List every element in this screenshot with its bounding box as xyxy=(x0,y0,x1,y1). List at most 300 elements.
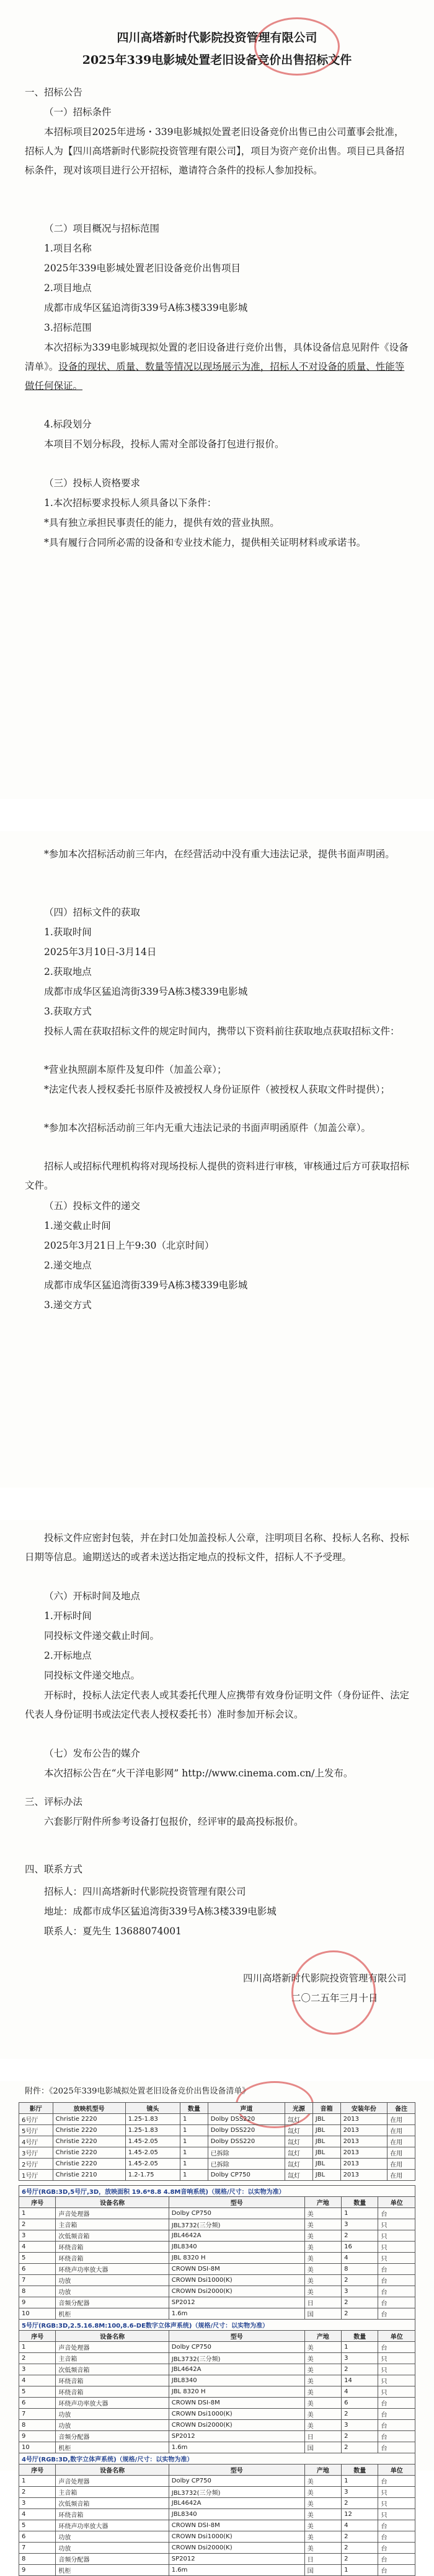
table-cell: 声音处理器 xyxy=(56,2476,169,2487)
table-cell: 美 xyxy=(304,2420,341,2431)
table-cell: 国 xyxy=(304,2442,341,2453)
table-cell: 2 xyxy=(19,2487,56,2498)
equipment-table xyxy=(19,2185,415,2576)
table-cell: 环绕音箱 xyxy=(56,2253,169,2264)
section-heading-cell: 4号厅(RGB:3D,数字立体声系统)（规格/尺寸：以实物为准） xyxy=(19,2453,415,2465)
paragraph: 投标人需在获取招标文件的规定时间内，携带以下资料前往获取地点获取招标文件： xyxy=(44,1026,400,1037)
table-cell: 1 xyxy=(342,2208,378,2219)
page-gap xyxy=(0,2059,434,2081)
table-header-cell: 光源 xyxy=(285,2103,313,2114)
table-cell: 美 xyxy=(304,2275,341,2286)
table-cell: 氙灯 xyxy=(285,2125,313,2136)
requirement-item: *具有履行合同所必需的设备和专业技术能力，提供相关证明材料或承诺书。 xyxy=(44,537,366,548)
table-cell: 台 xyxy=(378,2208,415,2219)
table-header-cell: 声道 xyxy=(208,2103,285,2114)
table-cell: 1.45-2.05 xyxy=(125,2136,180,2147)
table-row xyxy=(19,2554,415,2565)
table-cell: 主音箱 xyxy=(56,2219,169,2230)
table-cell: JBL xyxy=(312,2147,340,2159)
subsection-heading: （一）招标条件 xyxy=(44,107,112,118)
table-cell: 2 xyxy=(342,2275,378,2286)
table-cell: 9 xyxy=(19,2297,56,2308)
table-cell: 国 xyxy=(304,2565,341,2576)
projector-table xyxy=(19,2102,415,2181)
table-row xyxy=(19,2375,415,2386)
table-cell: 日 xyxy=(304,2554,341,2565)
table-cell: 在用 xyxy=(388,2114,415,2125)
document-item: *营业执照副本原件及复印件（加盖公章）； xyxy=(44,1064,227,1075)
table-cell: 只 xyxy=(378,2230,415,2242)
table-cell: 在用 xyxy=(388,2147,415,2159)
table-cell: 功放 xyxy=(56,2409,169,2420)
table-cell: Christie 2220 xyxy=(53,2159,125,2170)
document-page-2 xyxy=(0,831,434,1488)
table-cell: 环绕音箱 xyxy=(56,2386,169,2398)
document-item: *参加本次招标活动前三年内无重大违法记录的书面声明函原件（加盖公章）。 xyxy=(44,1122,371,1133)
table-cell: 10 xyxy=(19,2308,56,2320)
table-cell: 环绕音箱 xyxy=(56,2375,169,2386)
table-cell: 美 xyxy=(304,2342,341,2353)
table-cell: 1.6m xyxy=(169,2442,304,2453)
table-cell: CROWN DSI-8M xyxy=(169,2264,304,2275)
table-cell: 1 xyxy=(180,2125,208,2136)
table-cell: 7 xyxy=(19,2275,56,2286)
table-cell: 主音箱 xyxy=(56,2353,169,2364)
table-cell: 3 xyxy=(19,2498,56,2509)
table-cell: 1 xyxy=(180,2136,208,2147)
requirement-item: *具有独立承担民事责任的能力，提供有效的营业执照。 xyxy=(44,517,280,528)
table-cell: 5号厅 xyxy=(19,2125,53,2136)
table-cell: 氙灯 xyxy=(285,2170,313,2181)
table-cell: 4 xyxy=(19,2375,56,2386)
table-header-cell: 单位 xyxy=(378,2331,415,2342)
table-cell: 次低频音箱 xyxy=(56,2498,169,2509)
table-cell: JBL4642A xyxy=(169,2498,304,2509)
table-cell: 2013 xyxy=(340,2114,388,2125)
table-cell: 台 xyxy=(378,2286,415,2297)
table-cell: 台 xyxy=(378,2520,415,2531)
attachment-page xyxy=(0,2081,434,2575)
table-cell: 美 xyxy=(304,2543,341,2554)
table-cell: 环绕音箱 xyxy=(56,2242,169,2253)
paragraph: 招标人或招标代理机构将对现场投标人提供的资料进行审核，审核通过后方可获取招标文件。 xyxy=(25,1161,410,1191)
table-header-cell: 数量 xyxy=(342,2197,378,2208)
section-heading: 一、招标公告 xyxy=(25,87,83,98)
table-cell: 环绕音箱 xyxy=(56,2509,169,2520)
table-cell: 氙灯 xyxy=(285,2136,313,2147)
table-cell: 台 xyxy=(378,2476,415,2487)
section-heading-cell: 5号厅(RGB:3D,2.5.16.8M:100,8.6-DE数字立体声系统)（规格/尺寸：以实物为准） xyxy=(19,2320,415,2331)
table-cell: 1 xyxy=(19,2476,56,2487)
table-cell: 台 xyxy=(378,2342,415,2353)
field-label: 4.标段划分 xyxy=(44,419,92,430)
table-cell: 3 xyxy=(342,2487,378,2498)
paragraph: 本招标项目2025年进场・339电影城拟处置老旧设备竞价出售已由公司董事会批准，招标人为【四川高塔新时代影院投资管理有限公司】，项目为资产竞价出售。项目已具备招标条件，现对该项目进行公开招标，邀请符合条件的投标人参加投标。 xyxy=(25,126,405,176)
attachment-title: 附件：《2025年339电影城拟处置老旧设备竞价出售设备清单》 xyxy=(25,2087,250,2096)
table-row xyxy=(19,2230,415,2242)
table-row xyxy=(19,2431,415,2442)
table-header-cell: 序号 xyxy=(19,2331,56,2342)
table-cell: Christie 2220 xyxy=(53,2125,125,2136)
table-cell: 美 xyxy=(304,2264,341,2275)
table-cell: JBL xyxy=(312,2159,340,2170)
table-cell: Christie 2220 xyxy=(53,2114,125,2125)
table-header-row xyxy=(19,2465,415,2476)
table-cell: 10 xyxy=(19,2442,56,2453)
table-header-cell: 型号 xyxy=(169,2197,304,2208)
table-cell: CROWN Dsi2000(K) xyxy=(169,2543,304,2554)
table-row xyxy=(19,2398,415,2409)
field-value: 同投标文件递交截止时间。 xyxy=(44,1630,160,1641)
table-cell: 台 xyxy=(378,2409,415,2420)
table-cell: 2013 xyxy=(340,2136,388,2147)
table-row xyxy=(19,2286,415,2297)
table-cell: 功放 xyxy=(56,2543,169,2554)
subsection-heading: （二）项目概况与招标范围 xyxy=(44,223,160,234)
table-cell: 1.6m xyxy=(169,2308,304,2320)
document-title: 2025年339电影城处置老旧设备竞价出售招标文件 xyxy=(82,53,352,67)
table-cell: JBL4642A xyxy=(169,2230,304,2242)
table-cell: JBL4642A xyxy=(169,2364,304,2375)
table-cell: 7 xyxy=(19,2543,56,2554)
table-row xyxy=(19,2442,415,2453)
signature-date: 二〇二五年三月十日 xyxy=(291,1993,378,2004)
table-cell: 机柜 xyxy=(56,2442,169,2453)
field-label: 2.项目地点 xyxy=(44,282,92,294)
table-header-cell: 放映机型号 xyxy=(53,2103,125,2114)
table-cell: 1 xyxy=(342,2342,378,2353)
contact-value: 夏先生 13688074001 xyxy=(82,1926,182,1937)
table-header-cell: 单位 xyxy=(378,2465,415,2476)
table-cell: 2 xyxy=(342,2431,378,2442)
field-label: 3.招标范围 xyxy=(44,322,92,333)
table-cell: 日 xyxy=(304,2431,341,2442)
table-cell: 功放 xyxy=(56,2286,169,2297)
table-row xyxy=(19,2208,415,2219)
table-header-cell: 单位 xyxy=(378,2197,415,2208)
subsection-heading: （四）招标文件的获取 xyxy=(44,907,141,918)
field-value: 2025年339电影城处置老旧设备竞价出售项目 xyxy=(44,263,241,274)
table-cell: 8 xyxy=(342,2264,378,2275)
table-cell: 4 xyxy=(19,2242,56,2253)
table-cell: 美 xyxy=(304,2364,341,2375)
table-row xyxy=(19,2136,415,2147)
table-cell: 3 xyxy=(19,2364,56,2375)
table-header-cell: 影厅 xyxy=(19,2103,53,2114)
table-cell: 1 xyxy=(342,2565,378,2576)
table-header-cell: 备注 xyxy=(388,2103,415,2114)
company-seal-stamp xyxy=(291,1950,376,2035)
table-cell: 2 xyxy=(342,2364,378,2375)
page-gap xyxy=(0,799,434,831)
table-row xyxy=(19,2386,415,2398)
signature-company: 四川高塔新时代影院投资管理有限公司 xyxy=(243,1973,407,1984)
paragraph: 本次招标公告在“火干洋电影网” http://www.cinema.com.cn/上发布。 xyxy=(44,1768,353,1779)
contact-label: 招标人： xyxy=(44,1886,83,1897)
field-value: 成都市成华区猛追湾街339号A栋3楼339电影城 xyxy=(44,1280,248,1291)
paragraph: 投标文件应密封包装，并在封口处加盖投标人公章，注明项目名称、投标人名称、投标日期等信息。逾期送达的或者未送达指定地点的投标文件，招标人不予受理。 xyxy=(25,1532,410,1563)
table-cell: CROWN Dsi2000(K) xyxy=(169,2286,304,2297)
table-row xyxy=(19,2253,415,2264)
table-header-cell: 安装年份 xyxy=(340,2103,388,2114)
table-row xyxy=(19,2565,415,2576)
table-row xyxy=(19,2420,415,2431)
table-cell: 只 xyxy=(378,2386,415,2398)
table-cell: 3 xyxy=(342,2353,378,2364)
table-cell: Dolby DSS220 xyxy=(208,2125,285,2136)
field-value: 成都市成华区猛追湾街339号A栋3楼339电影城 xyxy=(44,302,248,313)
contact-line-address xyxy=(25,1902,428,1921)
table-cell: 只 xyxy=(378,2253,415,2264)
table-cell: SP2012 xyxy=(169,2431,304,2442)
table-cell: JBL8340 xyxy=(169,2509,304,2520)
table-cell: 美 xyxy=(304,2487,341,2498)
table-cell: 台 xyxy=(378,2420,415,2431)
section-heading: 三、评标办法 xyxy=(25,1796,83,1807)
table-cell: 主音箱 xyxy=(56,2487,169,2498)
table-cell: 8 xyxy=(19,2420,56,2431)
table-row xyxy=(19,2487,415,2498)
table-cell: 环绕声功率放大器 xyxy=(56,2520,169,2531)
table-cell: 8 xyxy=(19,2286,56,2297)
section-heading: 四、联系方式 xyxy=(25,1864,83,1875)
table-cell: 台 xyxy=(378,2531,415,2543)
table-cell: JBL8340 xyxy=(169,2375,304,2386)
company-heading: 四川高塔新时代影院投资管理有限公司 xyxy=(117,31,317,45)
table-cell: JBL 8320 H xyxy=(169,2253,304,2264)
table-cell: 1 xyxy=(19,2208,56,2219)
table-cell: 美 xyxy=(304,2219,341,2230)
table-header-cell: 设备名称 xyxy=(56,2197,169,2208)
table-cell: 1.6m xyxy=(169,2565,304,2576)
table-cell: 机柜 xyxy=(56,2565,169,2576)
table-cell: 2 xyxy=(342,2543,378,2554)
table-cell: 2 xyxy=(19,2353,56,2364)
table-row xyxy=(19,2531,415,2543)
page-gap xyxy=(0,1488,434,1520)
table-cell: JBL xyxy=(312,2114,340,2125)
table-cell: 美 xyxy=(304,2353,341,2364)
scope-text: 本次招标为339电影城现拟处置的老旧设备进行竞价出售，具体设备信息见附件《设备清单》。 xyxy=(25,342,409,372)
table-cell: 1.25-1.83 xyxy=(125,2125,180,2136)
table-row xyxy=(19,2147,415,2159)
table-cell: 4 xyxy=(19,2509,56,2520)
table-cell: Dolby CP750 xyxy=(169,2476,304,2487)
table-cell: 2 xyxy=(342,2554,378,2565)
table-cell: 台 xyxy=(378,2264,415,2275)
table-cell: 台 xyxy=(378,2275,415,2286)
table-cell: 4 xyxy=(342,2386,378,2398)
table-cell: Dolby CP750 xyxy=(169,2342,304,2353)
table-cell: 1.45-2.05 xyxy=(125,2147,180,2159)
equipment-section-heading xyxy=(19,2453,415,2465)
table-cell: 2 xyxy=(342,2230,378,2242)
table-cell: 音频分配器 xyxy=(56,2297,169,2308)
table-cell: 美 xyxy=(304,2375,341,2386)
table-cell: 国 xyxy=(304,2308,341,2320)
field-label: 3.递交方式 xyxy=(44,1299,92,1311)
table-cell: 台 xyxy=(378,2565,415,2576)
table-cell: 14 xyxy=(342,2375,378,2386)
table-cell: 美 xyxy=(304,2398,341,2409)
table-cell: 在用 xyxy=(388,2125,415,2136)
subsection-heading: （三）投标人资格要求 xyxy=(44,478,141,489)
table-cell: 只 xyxy=(378,2487,415,2498)
contact-label: 地址： xyxy=(44,1906,73,1917)
contact-line-person xyxy=(25,1922,428,1941)
contact-value: 成都市成华区猛追湾街339号A栋3楼339电影城 xyxy=(73,1906,277,1917)
table-cell: 5 xyxy=(19,2253,56,2264)
table-cell: Dolby CP750 xyxy=(208,2170,285,2181)
table-cell: 美 xyxy=(304,2386,341,2398)
document-page-3 xyxy=(0,1520,434,1858)
table-header-cell: 产地 xyxy=(304,2465,341,2476)
table-cell: 功放 xyxy=(56,2275,169,2286)
equipment-section-heading xyxy=(19,2320,415,2331)
table-header-row xyxy=(19,2331,415,2342)
table-cell: 美 xyxy=(304,2476,341,2487)
table-cell: 2013 xyxy=(340,2170,388,2181)
table-cell: 氙灯 xyxy=(285,2147,313,2159)
table-cell: 2 xyxy=(342,2531,378,2543)
table-cell: 只 xyxy=(378,2353,415,2364)
table-cell: CROWN Dsi2000(K) xyxy=(169,2420,304,2431)
table-cell: 2013 xyxy=(340,2125,388,2136)
table-cell: SP2012 xyxy=(169,2297,304,2308)
field-label: 2.递交地点 xyxy=(44,1260,92,1271)
table-row xyxy=(19,2275,415,2286)
paragraph: 1.本次招标要求投标人须具备以下条件： xyxy=(44,497,217,509)
table-cell: 1 xyxy=(180,2114,208,2125)
table-cell: 只 xyxy=(378,2509,415,2520)
table-cell: Dolby CP750 xyxy=(169,2208,304,2219)
table-cell: 美 xyxy=(304,2509,341,2520)
table-row xyxy=(19,2509,415,2520)
table-header-row xyxy=(19,2103,415,2114)
table-cell: 2013 xyxy=(340,2159,388,2170)
table-row xyxy=(19,2159,415,2170)
table-cell: 8 xyxy=(19,2554,56,2565)
table-cell: JBL3732(三分频) xyxy=(169,2219,304,2230)
table-cell: 1 xyxy=(180,2170,208,2181)
table-cell: 9 xyxy=(19,2431,56,2442)
table-cell: 功放 xyxy=(56,2420,169,2431)
document-item: *法定代表人授权委托书原件及被授权人身份证原件（被授权人获取文件时提供）； xyxy=(44,1084,391,1095)
table-cell: 4 xyxy=(342,2520,378,2531)
table-cell: 台 xyxy=(378,2297,415,2308)
table-cell: 2 xyxy=(342,2297,378,2308)
table-cell: 美 xyxy=(304,2286,341,2297)
table-cell: 环绕声功率放大器 xyxy=(56,2264,169,2275)
table-cell: 台 xyxy=(378,2308,415,2320)
table-row xyxy=(19,2264,415,2275)
table-row xyxy=(19,2353,415,2364)
table-cell: 只 xyxy=(378,2219,415,2230)
table-cell: 1 xyxy=(180,2147,208,2159)
table-cell: 美 xyxy=(304,2230,341,2242)
field-label: 3.获取方式 xyxy=(44,1006,92,1017)
table-header-cell: 型号 xyxy=(169,2465,304,2476)
table-cell: 1.45-2.05 xyxy=(125,2159,180,2170)
table-cell: 6 xyxy=(19,2531,56,2543)
table-row xyxy=(19,2498,415,2509)
table-cell: 在用 xyxy=(388,2136,415,2147)
table-cell: 6 xyxy=(19,2398,56,2409)
table-cell: 音频分配器 xyxy=(56,2554,169,2565)
table-row xyxy=(19,2170,415,2181)
table-header-cell: 序号 xyxy=(19,2197,56,2208)
paragraph: 开标时，投标人法定代表人或其委托代理人应携带有效身份证明文件（身份证件、法定代表人身份证明书或法定代表人授权委托书）准时参加开标会议。 xyxy=(25,1690,410,1720)
table-cell: 2 xyxy=(19,2219,56,2230)
table-cell: 机柜 xyxy=(56,2308,169,2320)
table-header-cell: 数量 xyxy=(342,2465,378,2476)
table-cell: JBL3732(三分频) xyxy=(169,2487,304,2498)
table-cell: Dolby DSS220 xyxy=(208,2136,285,2147)
table-cell: Christie 2220 xyxy=(53,2136,125,2147)
document-page-3-contact xyxy=(0,1858,434,2059)
table-header-cell: 数量 xyxy=(342,2331,378,2342)
table-cell: 美 xyxy=(304,2242,341,2253)
requirement-item: *参加本次招标活动前三年内，在经营活动中没有重大违法记录，提供书面声明函。 xyxy=(44,849,395,860)
field-value: 2025年3月10日-3月14日 xyxy=(44,946,157,958)
table-cell: 次低频音箱 xyxy=(56,2230,169,2242)
table-cell: 1.25-1.83 xyxy=(125,2114,180,2125)
table-cell: 次低频音箱 xyxy=(56,2364,169,2375)
table-cell: 1 xyxy=(342,2476,378,2487)
table-cell: 只 xyxy=(378,2364,415,2375)
table-cell: JBL xyxy=(312,2136,340,2147)
table-cell: CROWN Dsi1000(K) xyxy=(169,2275,304,2286)
table-row xyxy=(19,2308,415,2320)
subsection-heading: （六）开标时间及地点 xyxy=(44,1591,141,1602)
table-cell: 6 xyxy=(342,2398,378,2409)
table-cell: JBL 8320 H xyxy=(169,2386,304,2398)
table-cell: 1 xyxy=(180,2159,208,2170)
table-cell: 美 xyxy=(304,2520,341,2531)
table-row xyxy=(19,2125,415,2136)
table-cell: 音频分配器 xyxy=(56,2431,169,2442)
table-cell: 3 xyxy=(342,2420,378,2431)
table-cell: 2号厅 xyxy=(19,2159,53,2170)
table-row xyxy=(19,2297,415,2308)
field-label: 1.获取时间 xyxy=(44,927,92,938)
table-cell: CROWN DSI-8M xyxy=(169,2520,304,2531)
table-cell: 3 xyxy=(19,2230,56,2242)
table-cell: CROWN Dsi1000(K) xyxy=(169,2409,304,2420)
table-cell: 2 xyxy=(342,2442,378,2453)
table-row xyxy=(19,2219,415,2230)
table-cell: 3 xyxy=(342,2219,378,2230)
table-cell: 氙灯 xyxy=(285,2114,313,2125)
field-label: 1.项目名称 xyxy=(44,243,92,254)
table-cell: JBL8340 xyxy=(169,2242,304,2253)
table-header-cell: 序号 xyxy=(19,2465,56,2476)
table-cell: 在用 xyxy=(388,2159,415,2170)
table-cell: 已拆除 xyxy=(208,2147,285,2159)
table-cell: 1 xyxy=(19,2342,56,2353)
table-cell: 美 xyxy=(304,2531,341,2543)
table-cell: 2 xyxy=(342,2308,378,2320)
table-cell: 6号厅 xyxy=(19,2114,53,2125)
company-seal-stamp xyxy=(254,17,340,76)
table-cell: SP2012 xyxy=(169,2554,304,2565)
table-cell: 1.2-1.75 xyxy=(125,2170,180,2181)
table-cell: 美 xyxy=(304,2253,341,2264)
table-row xyxy=(19,2114,415,2125)
table-cell: 2 xyxy=(342,2498,378,2509)
table-cell: CROWN Dsi1000(K) xyxy=(169,2531,304,2543)
table-cell: 只 xyxy=(378,2498,415,2509)
